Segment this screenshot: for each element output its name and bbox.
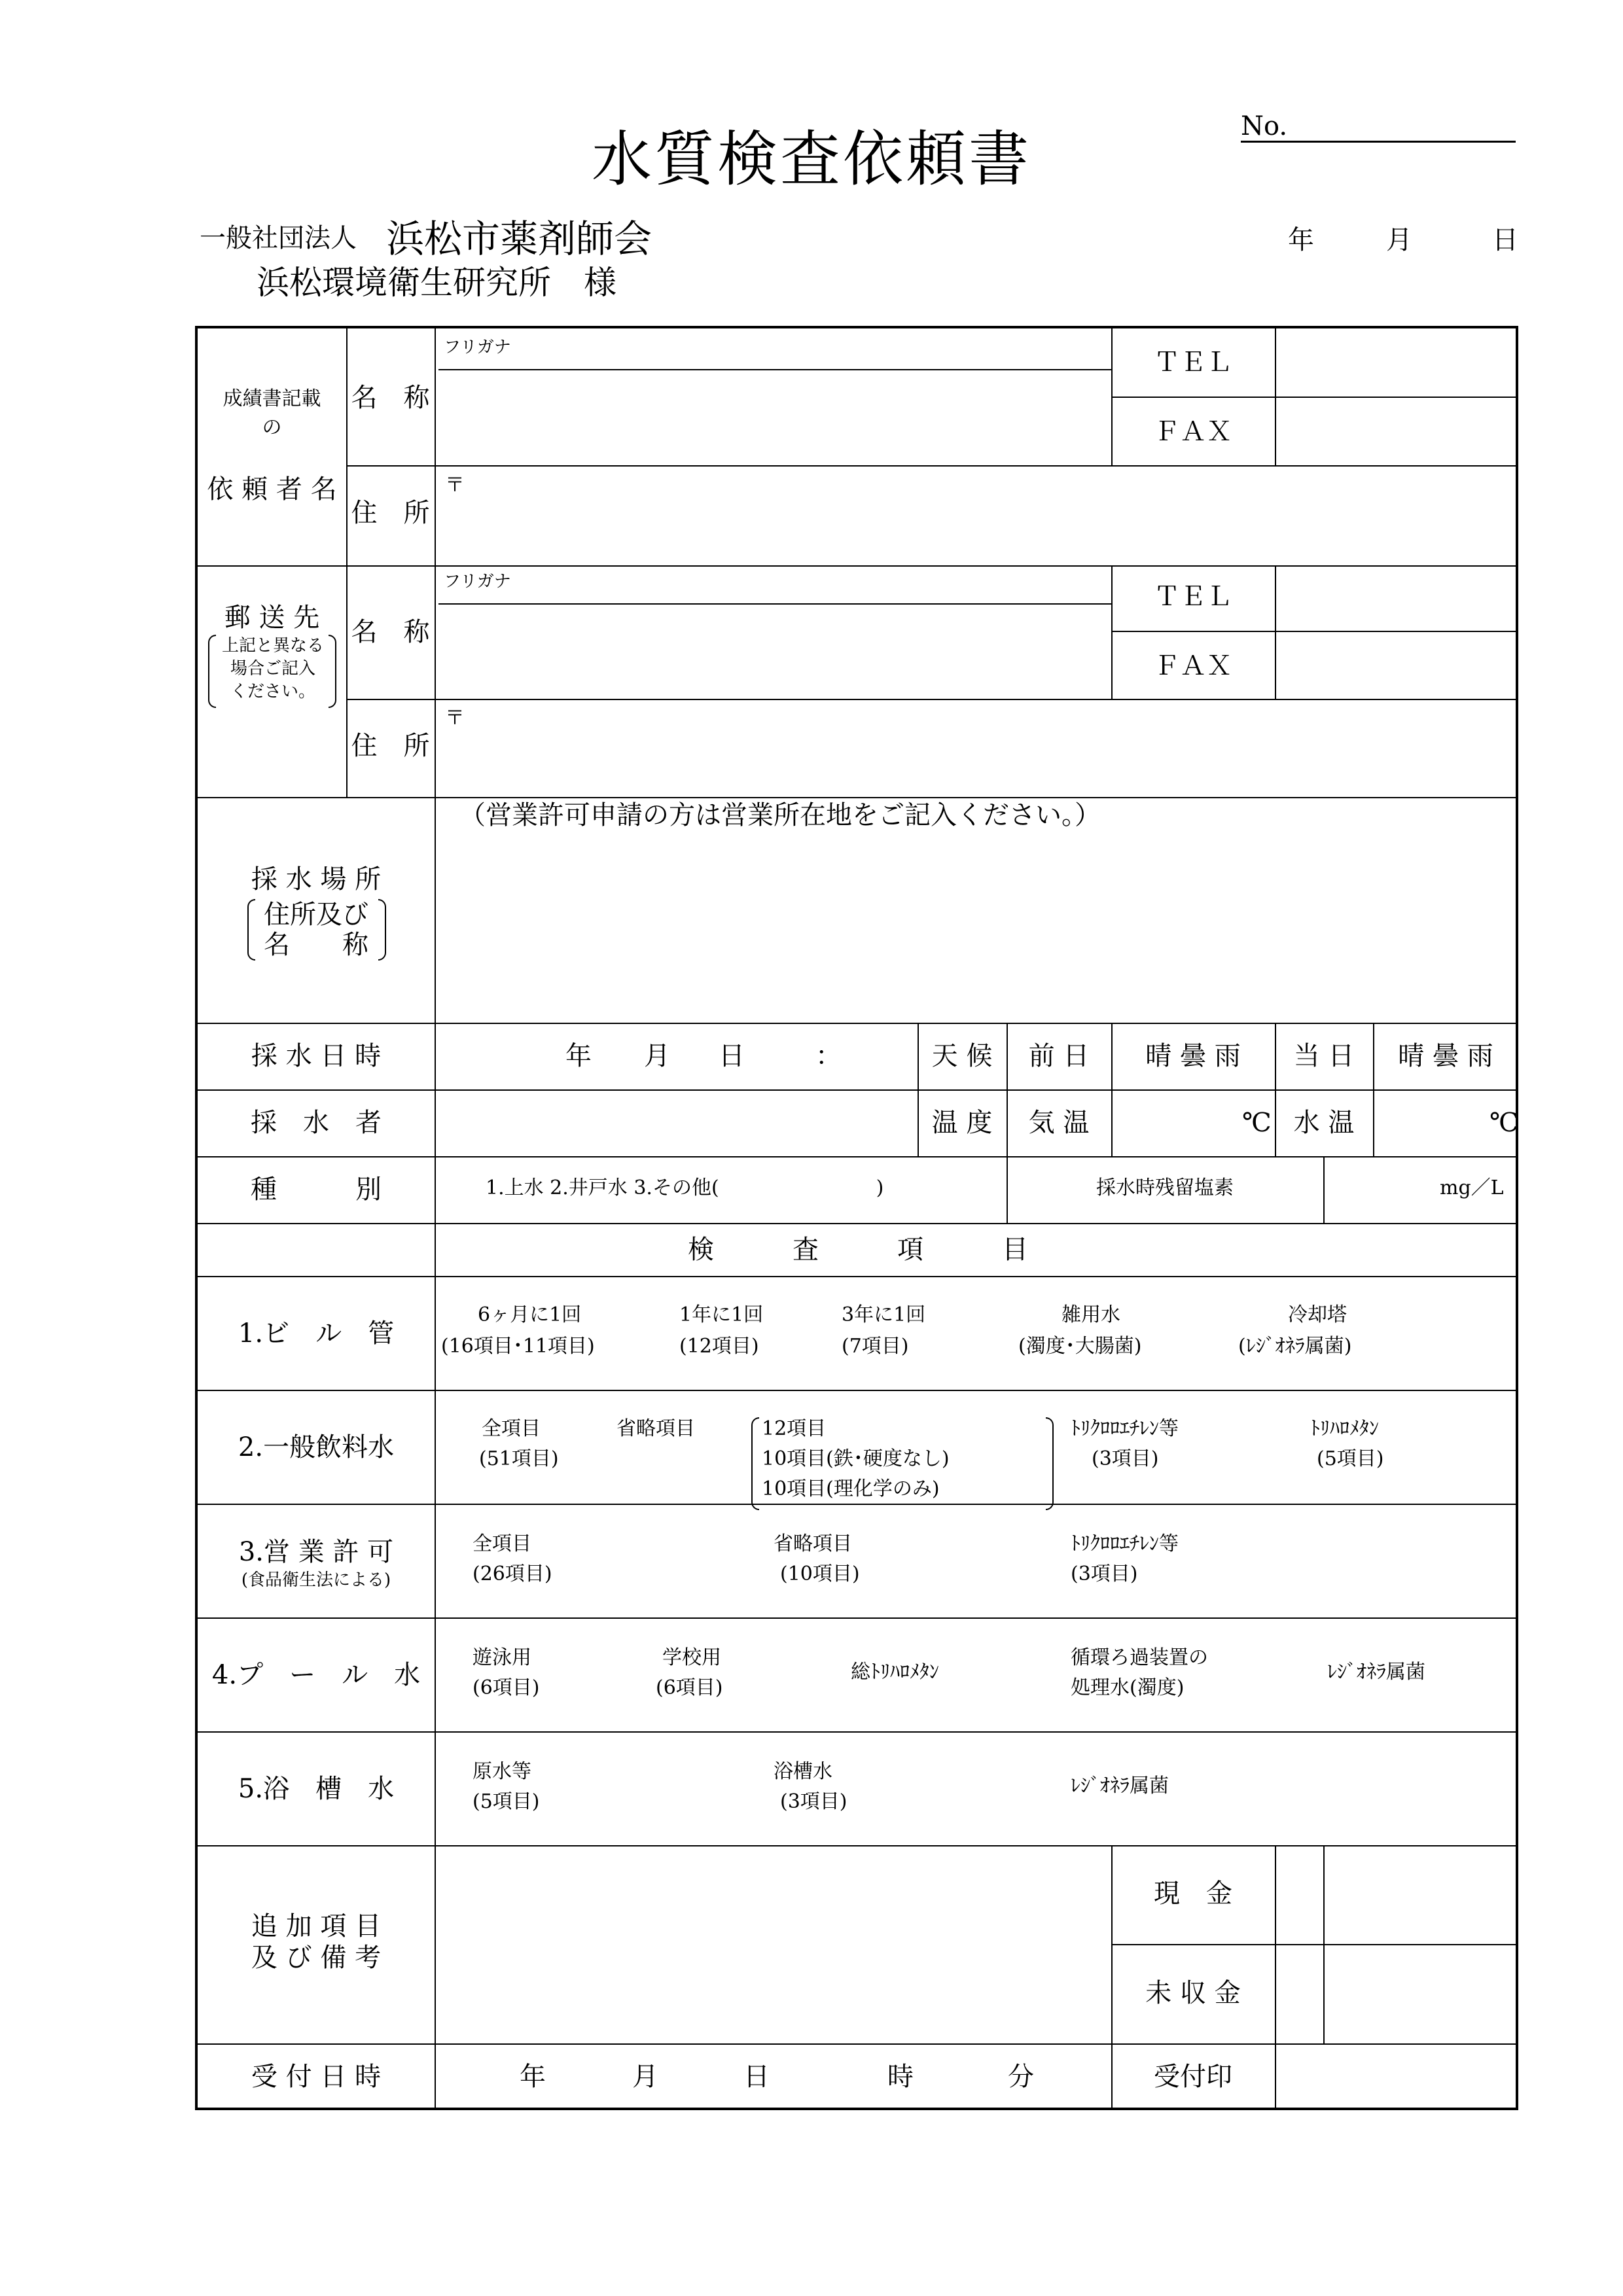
requester-section-label-no: の (262, 416, 282, 439)
building-option-6month[interactable]: 6ヶ月に1回 (478, 1303, 582, 1326)
building-option-cooling-tower-items: (ﾚｼﾞｵﾈﾗ属菌) (1238, 1335, 1352, 1358)
reception-label: 受 付 日 時 (251, 2062, 382, 2092)
requester-section-label-name: 依 頼 者 名 (207, 474, 337, 504)
building-option-misc-water-items: (濁度･大腸菌) (1018, 1335, 1142, 1358)
mailing-postal-mark: 〒 (445, 707, 465, 730)
building-option-cooling-tower[interactable]: 冷却塔 (1288, 1303, 1347, 1326)
request-form-table (195, 326, 1518, 2110)
mailing-address-label: 住 所 (351, 731, 430, 761)
business-option-all[interactable]: 全項目 (473, 1532, 531, 1555)
drinking-option-10items-no-iron[interactable]: 10項目(鉄･硬度なし) (762, 1447, 950, 1470)
reception-day: 日 (743, 2062, 770, 2092)
mailing-note-1: 上記と異なる (221, 636, 324, 656)
bath-option-legionella[interactable]: ﾚｼﾞｵﾈﾗ属菌 (1071, 1775, 1169, 1797)
weather-label: 天 候 (931, 1041, 993, 1071)
sampling-datetime-label: 採 水 日 時 (251, 1041, 382, 1071)
sampling-month: 月 (644, 1041, 670, 1071)
type-options[interactable]: 1.上水 2.井戸水 3.その他( ) (486, 1176, 884, 1199)
reception-minute: 分 (1008, 2062, 1034, 2092)
mailing-section-label: 郵 送 先 (224, 603, 320, 633)
mailing-name-label: 名 称 (351, 617, 430, 647)
drinking-option-trichloroethylene-items: (3項目) (1092, 1447, 1159, 1470)
sampling-place-note: （営業許可申請の方は営業所在地をご記入ください。） (459, 800, 1101, 830)
sampling-place-label: 採 水 場 所 (251, 864, 382, 894)
reception-stamp-label: 受付印 (1154, 2062, 1232, 2092)
building-option-6month-items: (16項目･11項目) (441, 1335, 595, 1358)
temperature-label: 温 度 (931, 1108, 993, 1138)
reception-month: 月 (632, 2062, 658, 2092)
item-business-sub: (食品衛生法による) (241, 1570, 391, 1590)
same-day-weather-options[interactable]: 晴 曇 雨 (1398, 1041, 1493, 1071)
same-day-label: 当 日 (1293, 1041, 1355, 1071)
water-temp-label: 水 温 (1293, 1108, 1355, 1138)
air-temp-label: 気 温 (1028, 1108, 1090, 1138)
pool-option-swimming-items: (6項目) (473, 1676, 540, 1699)
drinking-option-trihalomethane[interactable]: ﾄﾘﾊﾛﾒﾀﾝ (1310, 1417, 1379, 1440)
drinking-option-all-items: (51項目) (479, 1447, 559, 1470)
mailing-note-3: ください。 (230, 682, 315, 701)
air-temp-unit: ℃ (1242, 1108, 1272, 1138)
requester-fax-label: ＦＡＸ (1154, 417, 1232, 447)
item-bath-label: 5.浴 槽 水 (238, 1774, 395, 1804)
items-header: 検 査 項 目 (688, 1235, 1028, 1265)
bath-option-raw-water[interactable]: 原水等 (473, 1760, 531, 1783)
item-drinking-label: 2.一般飲料水 (238, 1432, 395, 1462)
sampling-colon: ： (815, 1041, 842, 1071)
bath-option-bath-water-items: (3項目) (780, 1790, 847, 1813)
prev-day-weather-options[interactable]: 晴 曇 雨 (1145, 1041, 1241, 1071)
bath-option-bath-water[interactable]: 浴槽水 (774, 1760, 832, 1783)
document-number-label: No. (1241, 111, 1288, 141)
item-building-label: 1.ビ ル 管 (238, 1318, 395, 1349)
remarks-label-1: 追 加 項 目 (251, 1911, 382, 1941)
pool-option-total-trihalomethane[interactable]: 総ﾄﾘﾊﾛﾒﾀﾝ (851, 1661, 939, 1684)
date-day: 日 (1492, 225, 1518, 255)
remarks-label-2: 及 び 備 考 (251, 1943, 382, 1973)
date-year: 年 (1288, 225, 1314, 255)
building-option-3year[interactable]: 3年に1回 (842, 1303, 926, 1326)
building-option-1year[interactable]: 1年に1回 (679, 1303, 764, 1326)
item-business-label: 3.営 業 許 可 (238, 1537, 394, 1567)
sampling-place-sub-1: 住所及び (264, 900, 368, 930)
drinking-option-all[interactable]: 全項目 (482, 1417, 541, 1440)
chlorine-label: 採水時残留塩素 (1096, 1176, 1234, 1199)
sampling-year: 年 (565, 1041, 592, 1071)
pool-option-legionella[interactable]: ﾚｼﾞｵﾈﾗ属菌 (1327, 1661, 1425, 1684)
pool-option-school-items: (6項目) (656, 1676, 723, 1699)
corp-prefix: 一般社団法人 (200, 223, 357, 253)
business-option-trichloroethylene-items: (3項目) (1071, 1563, 1138, 1585)
mailing-fax-label: ＦＡＸ (1154, 651, 1232, 681)
unpaid-label: 未 収 金 (1145, 1978, 1241, 2008)
requester-section-label: 成績書記載 (223, 387, 321, 410)
drinking-option-trihalomethane-items: (5項目) (1317, 1447, 1384, 1470)
business-option-all-items: (26項目) (473, 1563, 552, 1585)
pool-option-filtration[interactable]: 循環ろ過装置の (1071, 1646, 1208, 1669)
mailing-note-2: 場合ご記入 (230, 659, 315, 679)
drinking-option-10items-physchem[interactable]: 10項目(理化学のみ) (762, 1477, 940, 1500)
requester-address-label: 住 所 (351, 498, 430, 528)
pool-option-school[interactable]: 学校用 (662, 1646, 721, 1669)
requester-postal-mark: 〒 (445, 474, 465, 497)
building-option-misc-water[interactable]: 雑用水 (1061, 1303, 1120, 1326)
reception-year: 年 (520, 2062, 546, 2092)
building-option-1year-items: (12項目) (679, 1335, 759, 1358)
sampler-label: 採 水 者 (251, 1108, 382, 1138)
cash-label: 現 金 (1154, 1879, 1232, 1909)
pool-option-swimming[interactable]: 遊泳用 (473, 1646, 531, 1669)
sampling-day: 日 (719, 1041, 745, 1071)
mailing-tel-label: ＴＥＬ (1154, 582, 1232, 612)
requester-furigana-label: フリガナ (444, 338, 511, 357)
water-temp-unit: ℃ (1489, 1108, 1519, 1138)
date-month: 月 (1386, 225, 1412, 255)
requester-name-label: 名 称 (351, 383, 430, 413)
requester-tel-label: ＴＥＬ (1154, 347, 1232, 378)
bath-option-raw-water-items: (5項目) (473, 1790, 540, 1813)
mailing-furigana-label: フリガナ (444, 572, 511, 592)
corp-name: 浜松市薬剤師会 (386, 217, 652, 261)
drinking-option-abbreviated[interactable]: 省略項目 (616, 1417, 695, 1440)
business-option-abbreviated-items: (10項目) (780, 1563, 860, 1585)
lab-name: 浜松環境衛生研究所 様 (257, 264, 616, 302)
drinking-option-12items[interactable]: 12項目 (762, 1417, 827, 1440)
chlorine-unit: mg／L (1440, 1176, 1504, 1199)
pool-option-filtration-items: 処理水(濁度) (1071, 1676, 1185, 1699)
building-option-3year-items: (7項目) (842, 1335, 909, 1358)
reception-hour: 時 (887, 2062, 914, 2092)
item-pool-label: 4.プ ー ル 水 (211, 1660, 421, 1690)
type-label: 種 別 (251, 1174, 382, 1205)
business-option-trichloroethylene[interactable]: ﾄﾘｸﾛﾛｴﾁﾚﾝ等 (1071, 1532, 1179, 1555)
document-number-field[interactable] (1241, 141, 1516, 143)
page-title: 水質検査依頼書 (591, 124, 1031, 194)
drinking-option-trichloroethylene[interactable]: ﾄﾘｸﾛﾛｴﾁﾚﾝ等 (1071, 1417, 1179, 1440)
sampling-place-sub-2: 名 称 (264, 930, 368, 960)
prev-day-label: 前 日 (1028, 1041, 1090, 1071)
business-option-abbreviated[interactable]: 省略項目 (774, 1532, 852, 1555)
